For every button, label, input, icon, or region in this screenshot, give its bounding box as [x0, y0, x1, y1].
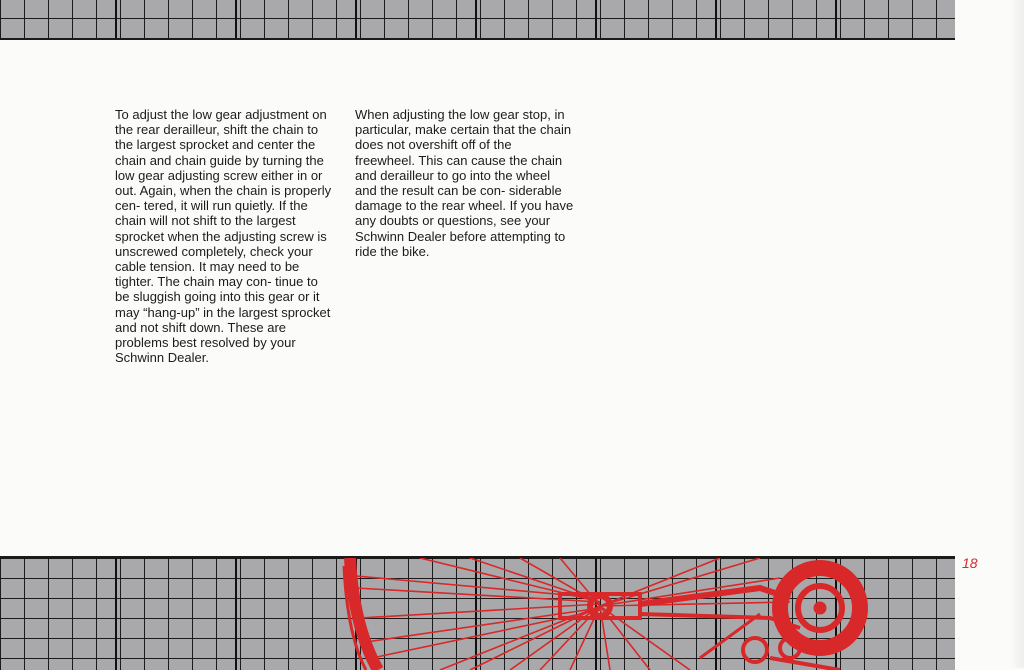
top-grid-major-lines	[0, 0, 955, 38]
bottom-grid-band	[0, 556, 955, 670]
page-number: 18	[962, 555, 978, 571]
top-grid-band	[0, 0, 955, 40]
bicycle-wheel-icon	[0, 558, 955, 670]
body-text-column-left: To adjust the low gear adjustment on the rear derailleur, shift the chain to the largest sprocket and center the chain and chain guide by turning the low gear adjusting screw either in or out. Again, when the chain is properly cen- tered, it will run quietly. If the chain will not shift to the largest sprocket when the adjusting screw is unscrewed completely, check your cable tension. It may need to be tighter. The chain may con- tinue to be sluggish going into this gear or it may “hang-up” in the largest sprocket and not shift down. These are problems best resolved by your Schwinn Dealer.	[115, 107, 332, 366]
page-edge-shadow	[1010, 0, 1024, 668]
body-text-column-right: When adjusting the low gear stop, in particular, make certain that the chain does not overshift off of the freewheel. This can cause the chain and derailleur to go into the wheel and the result can be con- siderable damage to the rear wheel. If you have any doubts or questions, see your Schwinn Dealer before attempting to ride the bike.	[355, 107, 574, 259]
